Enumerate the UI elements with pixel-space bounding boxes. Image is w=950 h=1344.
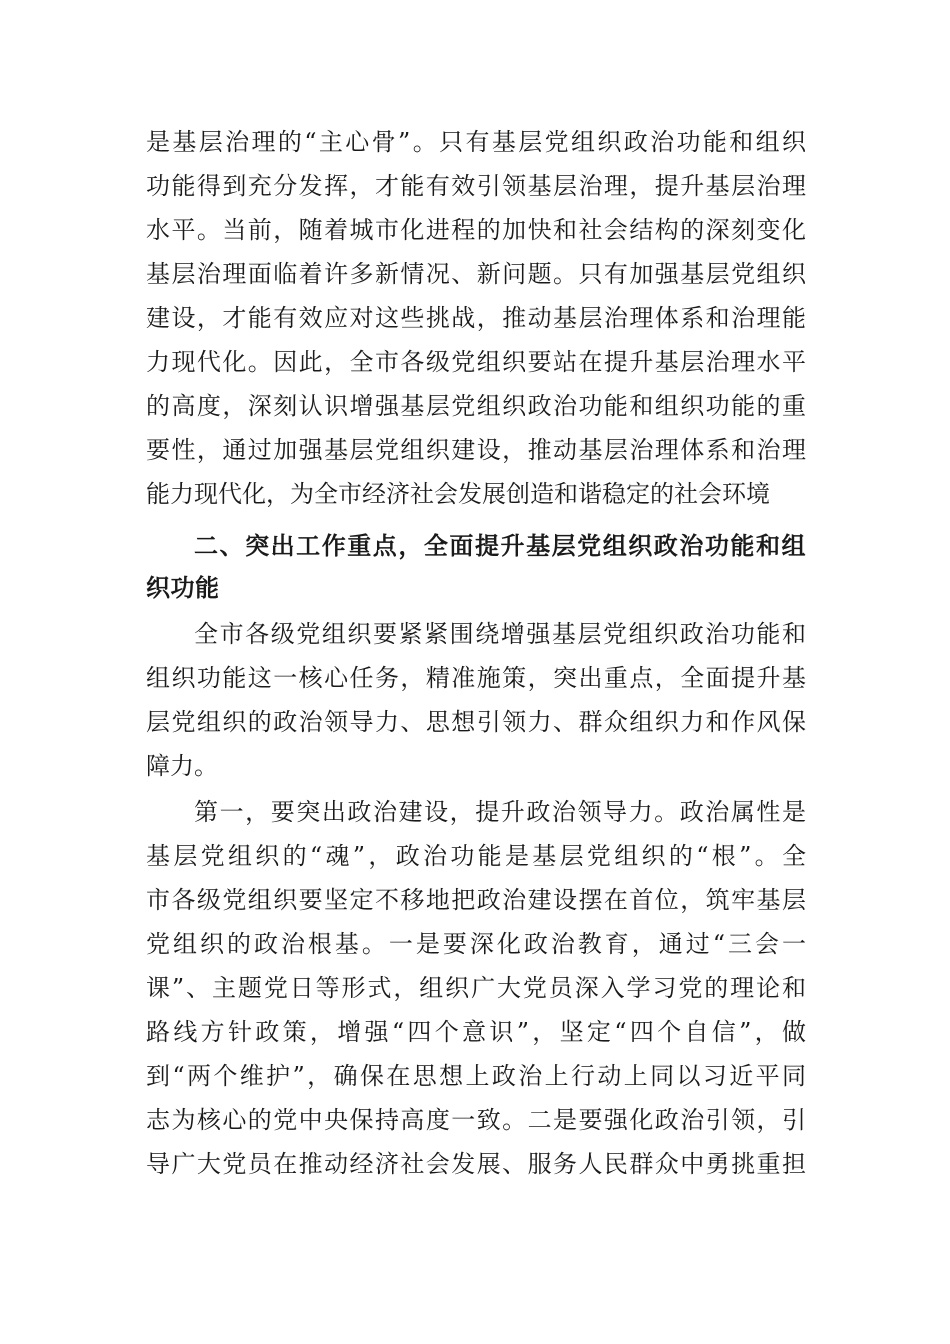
body-text-line: 全市各级党组织要紧紧围绕增强基层党组织政治功能和 (194, 620, 806, 648)
body-text-line: 第一，要突出政治建设，提升政治领导力。政治属性是 (194, 798, 806, 826)
body-text-line: 障力。 (146, 752, 218, 780)
body-text-line: 功能得到充分发挥，才能有效引领基层治理，提升基层治理 (146, 172, 806, 200)
body-text-line: 的高度，深刻认识增强基层党组织政治功能和组织功能的重 (146, 392, 806, 420)
body-text-line: 市各级党组织要坚定不移地把政治建设摆在首位，筑牢基层 (146, 886, 806, 914)
body-text-line: 基层治理面临着许多新情况、新问题。只有加强基层党组织 (146, 260, 806, 288)
body-text-line: 组织功能这一核心任务，精准施策，突出重点，全面提升基 (146, 664, 806, 692)
body-text-line: 基层党组织的“魂”，政治功能是基层党组织的“根”。全 (146, 842, 806, 870)
body-text-line: 导广大党员在推动经济社会发展、服务人民群众中勇挑重担 (146, 1150, 806, 1178)
body-text-line: 能力现代化，为全市经济社会发展创造和谐稳定的社会环境 (146, 480, 770, 508)
body-text-line: 课”、主题党日等形式，组织广大党员深入学习党的理论和 (146, 974, 806, 1002)
body-text-line: 要性，通过加强基层党组织建设，推动基层治理体系和治理 (146, 436, 806, 464)
body-text-line: 党组织的政治根基。一是要深化政治教育，通过“三会一 (146, 930, 806, 958)
body-text-line: 是基层治理的“主心骨”。只有基层党组织政治功能和组织 (146, 128, 806, 156)
section-heading: 二、突出工作重点，全面提升基层党组织政治功能和组 (194, 532, 806, 560)
body-text-line: 到“两个维护”，确保在思想上政治上行动上同以习近平同 (146, 1062, 806, 1090)
body-text-line: 建设，才能有效应对这些挑战，推动基层治理体系和治理能 (146, 304, 806, 332)
body-text-line: 力现代化。因此，全市各级党组织要站在提升基层治理水平 (146, 348, 806, 376)
body-text-line: 水平。当前，随着城市化进程的加快和社会结构的深刻变化 (146, 216, 806, 244)
body-text-line: 志为核心的党中央保持高度一致。二是要强化政治引领，引 (146, 1106, 806, 1134)
body-text-line: 路线方针政策，增强“四个意识”，坚定“四个自信”，做 (146, 1018, 806, 1046)
section-heading: 织功能 (146, 574, 220, 602)
body-text-line: 层党组织的政治领导力、思想引领力、群众组织力和作风保 (146, 708, 806, 736)
